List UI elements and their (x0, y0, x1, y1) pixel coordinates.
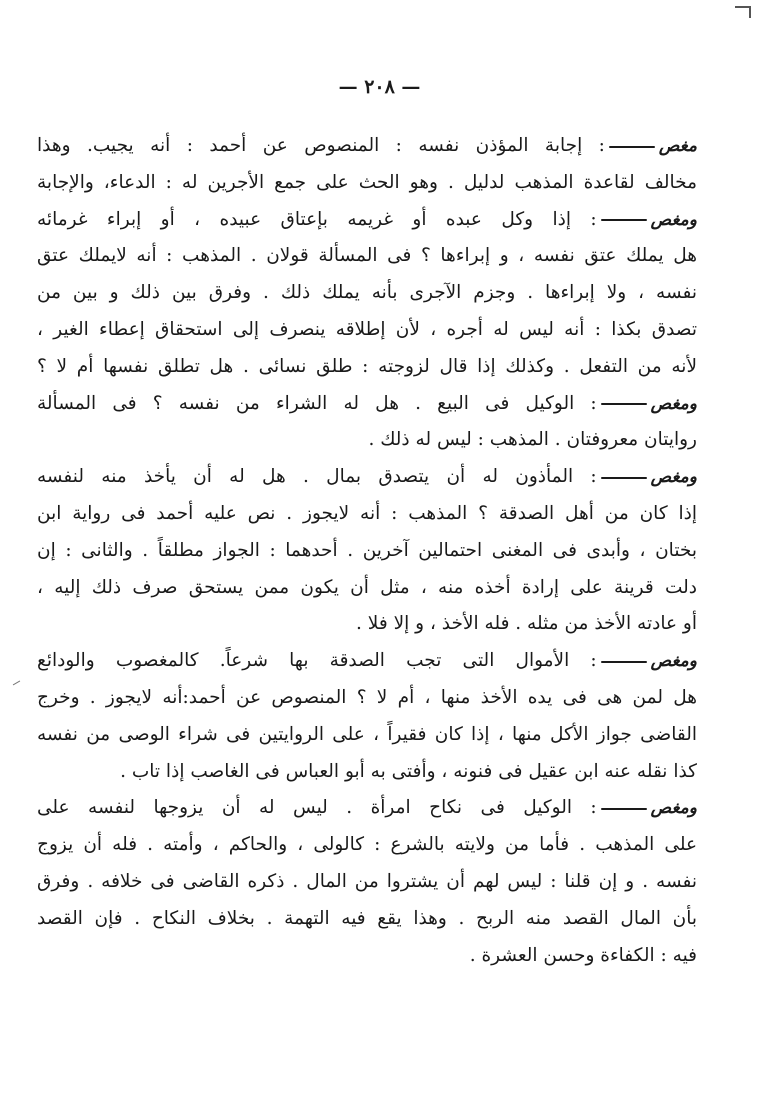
line-text: لأنه من التفعل . وكذلك إذا قال لزوجته : طلق نسائى . هل تطلق نفسها أم لا ؟ (37, 355, 697, 377)
line-text: أو عادته الأخذ من مثله . فله الأخذ ، و إلا فلا . (356, 613, 697, 635)
text-line (37, 459, 697, 496)
line-text: : الوكيل فى نكاح امرأة . ليس له أن يزوجها لنفسه على (37, 797, 597, 819)
text-line (37, 533, 697, 570)
section-keyword: مغص (605, 136, 697, 156)
text-line (37, 275, 697, 312)
line-text: : المأذون له أن يتصدق بمال . هل له أن يأخذ منه لنفسه (37, 466, 597, 488)
line-text: نفسه . و إن قلنا : ليس لهم أن يشتروا من المال . ذكره القاضى فى خلافه . وفرق (37, 870, 697, 892)
page-number: — ٢٠٨ — (338, 76, 421, 98)
section-keyword: ومغص (597, 798, 697, 818)
text-line (37, 349, 697, 386)
line-text: القاضى جواز الأكل منها ، إذا كان فقيراً ، على الروايتين فى شراء الوصى من نفسه (37, 723, 697, 745)
line-text: على المذهب . فأما من ولايته بالشرع : كالولى ، والحاكم ، وأمته . فله أن يزوج (37, 834, 697, 856)
line-text: بأن المال القصد منه الربح . وهذا يقع فيه التهمة . بخلاف النكاح . فإن القصد (37, 907, 697, 929)
text-line (37, 202, 697, 239)
section-keyword: ومغص (597, 210, 697, 230)
text-line (37, 827, 697, 864)
text-line (37, 717, 697, 754)
text-body (37, 128, 697, 974)
text-line (37, 790, 697, 827)
text-line (37, 570, 697, 607)
line-text: كذا نقله عنه ابن عقيل فى فنونه ، وأفتى به أبو العباس فى الغاصب إذا تاب . (120, 760, 697, 782)
text-line (37, 938, 697, 975)
text-line (37, 754, 697, 791)
text-line (37, 165, 697, 202)
section-keyword: ومغص (597, 467, 697, 487)
text-line (37, 128, 697, 165)
line-text: روايتان معروفتان . المذهب : ليس له ذلك . (368, 429, 697, 451)
text-line (37, 238, 697, 275)
line-text: مخالف لقاعدة المذهب لدليل . وهو الحث على جمع الأجرين له : الدعاء، والإجابة (37, 171, 697, 193)
line-text: بختان ، وأبدى فى المغنى احتمالين آخرين . أحدهما : الجواز مطلقاً . والثانى : إن (37, 539, 697, 561)
line-text: : إجابة المؤذن نفسه : المنصوص عن أحمد : أنه يجيب. وهذا (37, 135, 605, 156)
text-line (37, 901, 697, 938)
text-line (37, 680, 697, 717)
line-text: تصدق بكذا : أنه ليس له أجره ، لأن إطلاقه ينصرف إلى استحقاق إعطاء الغير ، (37, 318, 697, 340)
text-line (37, 312, 697, 349)
line-text: دلت قرينة على إرادة أخذه منه ، مثل أن يكون ممن يستحق صرف ذلك إليه ، (37, 576, 697, 598)
margin-mark (13, 680, 23, 690)
text-line (37, 422, 697, 459)
text-line (37, 606, 697, 643)
line-text: : الوكيل فى البيع . هل له الشراء من نفسه ؟ فى المسألة (37, 392, 597, 414)
line-text: : الأموال التى تجب الصدقة بها شرعاً. كالمغصوب والودائع (37, 650, 597, 672)
text-line (37, 864, 697, 901)
line-text: هل يملك عتق نفسه ، و إبراءها ؟ فى المسألة قولان . المذهب : أنه لايملك عتق (37, 245, 697, 267)
line-text: إذا كان من أهل الصدقة ؟ المذهب : أنه لايجوز . نص عليه أحمد فى رواية ابن (37, 502, 697, 524)
line-text: : إذا وكل عبده أو غريمه بإعتاق عبيده ، أو إبراء غرمائه (37, 208, 597, 230)
text-line (37, 386, 697, 423)
line-text: هل لمن هى فى يده الأخذ منها ، أم لا ؟ المنصوص عن أحمد:أنه لايجوز . وخرج (37, 686, 697, 708)
text-line (37, 643, 697, 680)
text-line (37, 496, 697, 533)
line-text: فيه : الكفاءة وحسن العشرة . (469, 944, 697, 966)
line-text: نفسه ، ولا إبراءها . وجزم الآجرى بأنه يملك ذلك . وفرق بين ذلك و بين من (37, 282, 697, 304)
corner-mark (735, 6, 751, 18)
section-keyword: ومغص (597, 651, 697, 671)
section-keyword: ومغص (597, 394, 697, 414)
